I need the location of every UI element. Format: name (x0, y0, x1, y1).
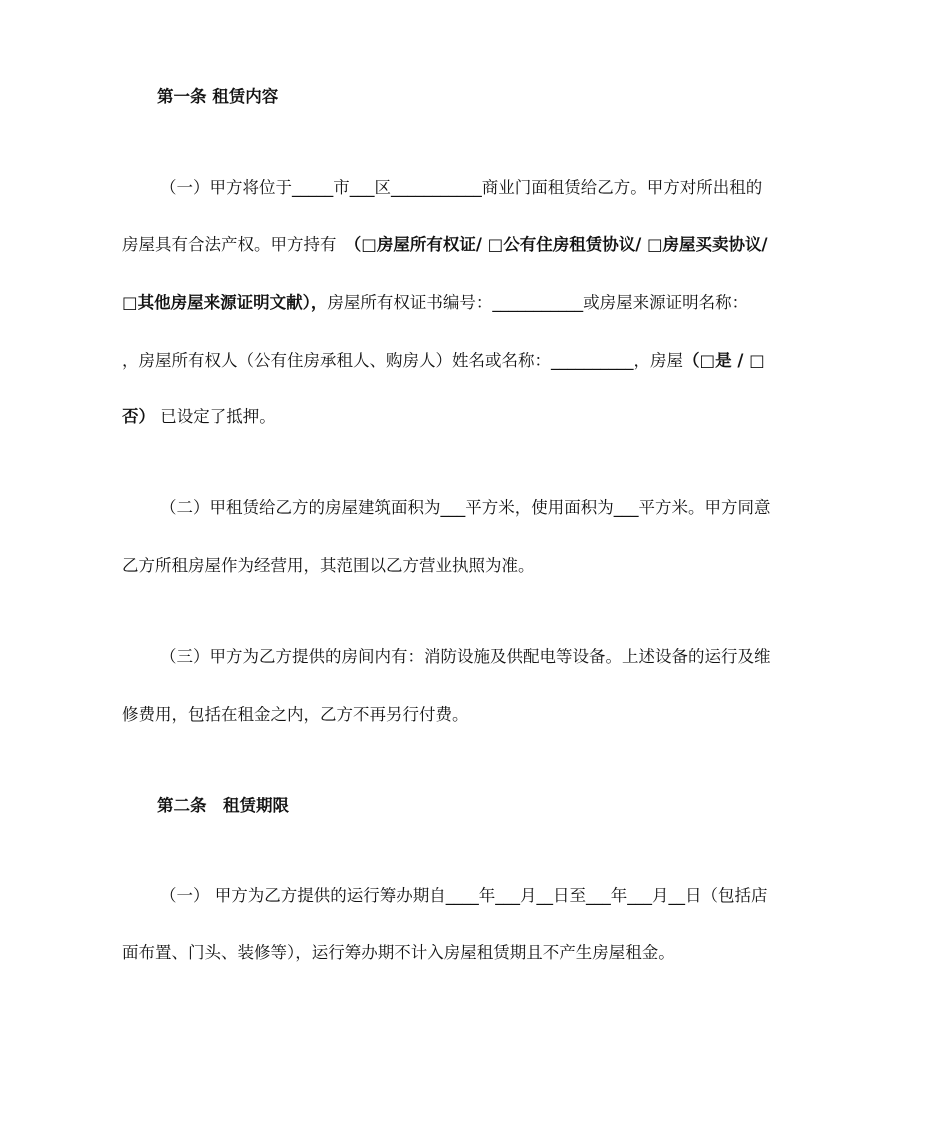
para-1-line-1: （一）甲方将位于_____市___区___________商业门面租赁给乙方。甲方对所出租的 (160, 178, 763, 197)
para-4-line-1: （一） 甲方为乙方提供的运行筹办期自____年___月__日至___年___月__日（包括店 (160, 886, 768, 905)
para-4-line-2: 面布置、门头、装修等），运行筹办期不计入房屋租赁期且不产生房屋租金。 (122, 943, 675, 962)
para-2-line-1: （二）甲租赁给乙方的房屋建筑面积为___平方米，使用面积为___平方米。甲方同意 (160, 498, 771, 517)
para-1-line-4-text: ，房屋所有权人（公有住房承租人、购房人）姓名或名称：__________，房屋 (122, 351, 683, 370)
para-1-line-3 (122, 292, 748, 314)
other-document-option: □其他房屋来源证明文献）， (122, 293, 328, 312)
para-1-line-4 (122, 350, 765, 372)
mortgage-yes-option: （□是 / □ (683, 351, 765, 370)
para-3-line-1: （三）甲方为乙方提供的房间内有：消防设施及供配电等设备。上述设备的运行及维 (160, 647, 771, 666)
para-3-line-2: 修费用，包括在租金之内，乙方不再另行付费。 (122, 705, 469, 724)
section-2-title: 第二条 租赁期限 (157, 796, 289, 815)
para-1-line-5 (122, 406, 276, 428)
para-2-line-2: 乙方所租房屋作为经营用，其范围以乙方营业执照为准。 (122, 556, 535, 575)
mortgage-no-option: 否） (122, 407, 155, 426)
section-1-title: 第一条 租赁内容 (157, 87, 279, 106)
document-type-options: （□房屋所有权证/ □公有住房租赁协议/ □房屋买卖协议/ (353, 235, 768, 254)
para-1-line-3-text: 房屋所有权证书编号：___________或房屋来源证明名称： (327, 293, 749, 312)
para-1-line-2 (122, 234, 768, 256)
para-1-line-2-text: 房屋具有合法产权。甲方持有 (122, 235, 353, 254)
para-1-line-5-text: 已设定了抵押。 (155, 407, 276, 426)
